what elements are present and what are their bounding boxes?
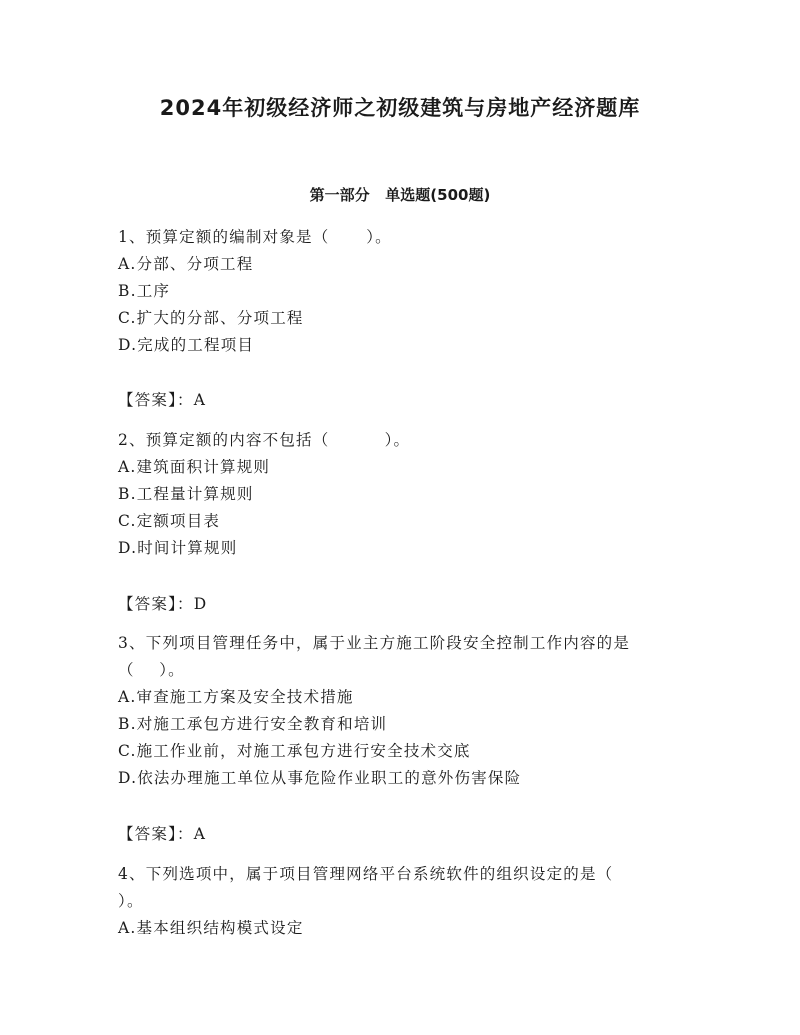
question-2-option-b: B.工程量计算规则 [118,485,254,503]
question-1-option-c: C.扩大的分部、分项工程 [118,309,304,327]
question-1-stem: 1、预算定额的编制对象是（ ）。 [118,228,392,246]
question-4-option-a: A.基本组织结构模式设定 [118,919,304,937]
question-1-option-b: B.工序 [118,282,171,300]
question-3-answer: 【答案】：A [118,825,207,843]
document-title: 2024年初级经济师之初级建筑与房地产经济题库 [159,96,641,120]
question-2-option-d: D.时间计算规则 [118,539,238,557]
question-1-option-d: D.完成的工程项目 [118,336,255,354]
question-3-option-b: B.对施工承包方进行安全教育和培训 [118,715,388,733]
question-2-stem: 2、预算定额的内容不包括（ ）。 [118,431,411,449]
question-3-option-a: A.审查施工方案及安全技术措施 [118,688,354,706]
question-2-option-c: C.定额项目表 [118,512,221,530]
question-1-answer: 【答案】：A [118,391,207,409]
question-4-stem: 4、下列选项中，属于项目管理网络平台系统软件的组织设定的是（ [118,865,614,883]
question-2-answer: 【答案】：D [118,595,208,613]
question-1-option-a: A.分部、分项工程 [118,255,254,273]
question-3-stem: 3、下列项目管理任务中，属于业主方施工阶段安全控制工作内容的是 [118,634,631,652]
question-3-option-d: D.依法办理施工单位从事危险作业职工的意外伤害保险 [118,769,522,787]
question-4-stem-cont: ）。 [118,892,144,910]
question-3-option-c: C.施工作业前，对施工承包方进行安全技术交底 [118,742,471,760]
question-3-stem-cont: （ ）。 [118,661,185,679]
section-title: 第一部分 单选题(500题) [309,186,491,204]
question-2-option-a: A.建筑面积计算规则 [118,458,271,476]
